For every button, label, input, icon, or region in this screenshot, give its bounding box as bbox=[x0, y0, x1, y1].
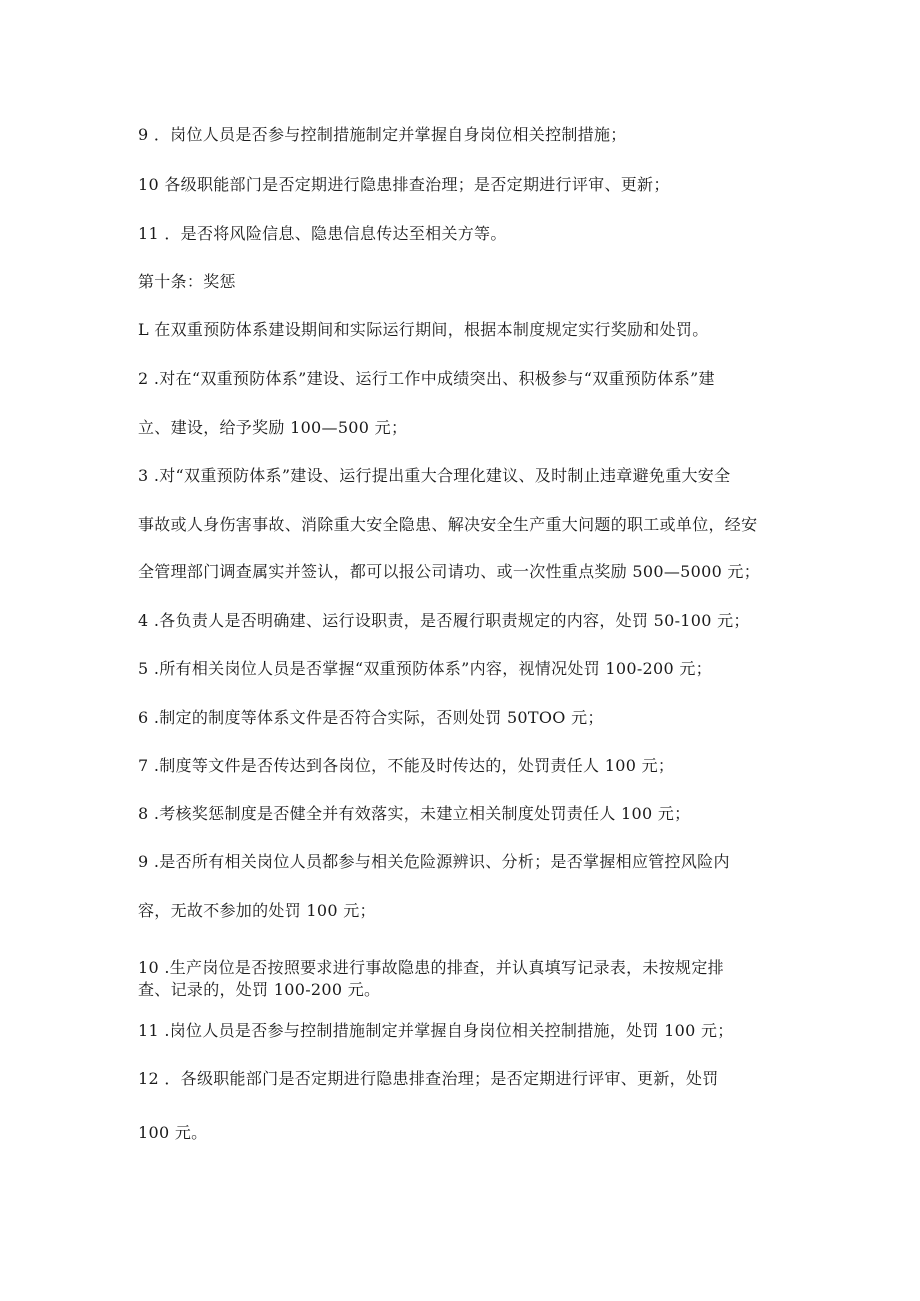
text-line-6: 2 .对在“双重预防体系”建设、运行工作中成绩突出、积极参与“双重预防体系”建 bbox=[138, 369, 715, 388]
text-line-11: 4 .各负责人是否明确建、运行设职责，是否履行职责规定的内容，处罚 50-100 元； bbox=[138, 611, 750, 630]
text-line-15: 8 .考核奖惩制度是否健全并有效落实，未建立相关制度处罚责任人 100 元； bbox=[138, 804, 691, 823]
text-line-21: 12 ．各级职能部门是否定期进行隐患排查治理；是否定期进行评审、更新，处罚 bbox=[138, 1069, 719, 1088]
text-line-19: 查、记录的，处罚 100-200 元。 bbox=[138, 980, 381, 999]
text-line-17: 容，无故不参加的处罚 100 元； bbox=[138, 901, 376, 920]
text-line-8: 3 .对“双重预防体系”建设、运行提出重大合理化建议、及时制止违章避免重大安全 bbox=[138, 466, 731, 485]
text-line-14: 7 .制度等文件是否传达到各岗位，不能及时传达的，处罚责任人 100 元； bbox=[138, 756, 675, 775]
text-line-20: 11 .岗位人员是否参与控制措施制定并掌握自身岗位相关控制措施，处罚 100 元； bbox=[138, 1021, 734, 1040]
text-line-5: L 在双重预防体系建设期间和实际运行期间，根据本制度规定实行奖励和处罚。 bbox=[138, 320, 709, 339]
text-line-3: 11 ．是否将风险信息、隐患信息传达至相关方等。 bbox=[138, 224, 507, 243]
text-line-9: 事故或人身伤害事故、消除重大安全隐患、解决安全生产重大问题的职工或单位，经安 bbox=[138, 515, 758, 534]
text-line-16: 9 .是否所有相关岗位人员都参与相关危险源辨识、分析；是否掌握相应管控风险内 bbox=[138, 852, 730, 871]
section-heading: 第十条：奖惩 bbox=[138, 272, 236, 291]
text-line-12: 5 .所有相关岗位人员是否掌握“双重预防体系”内容，视情况处罚 100-200 元； bbox=[138, 659, 712, 678]
text-line-7: 立、建设，给予奖励 100—500 元； bbox=[138, 418, 408, 437]
text-line-10: 全管理部门调查属实并签认，都可以报公司请功、或一次性重点奖励 500—5000 元； bbox=[138, 562, 761, 581]
text-line-1: 9 ．岗位人员是否参与控制措施制定并掌握自身岗位相关控制措施； bbox=[138, 125, 627, 144]
text-line-2: 10 各级职能部门是否定期进行隐患排查治理；是否定期进行评审、更新； bbox=[138, 175, 670, 194]
text-line-18: 10 .生产岗位是否按照要求进行事故隐患的排查，并认真填写记录表，未按规定排 bbox=[138, 958, 724, 977]
text-line-22: 100 元。 bbox=[138, 1123, 208, 1142]
text-line-13: 6 .制定的制度等体系文件是否符合实际，否则处罚 50TOO 元； bbox=[138, 708, 604, 727]
